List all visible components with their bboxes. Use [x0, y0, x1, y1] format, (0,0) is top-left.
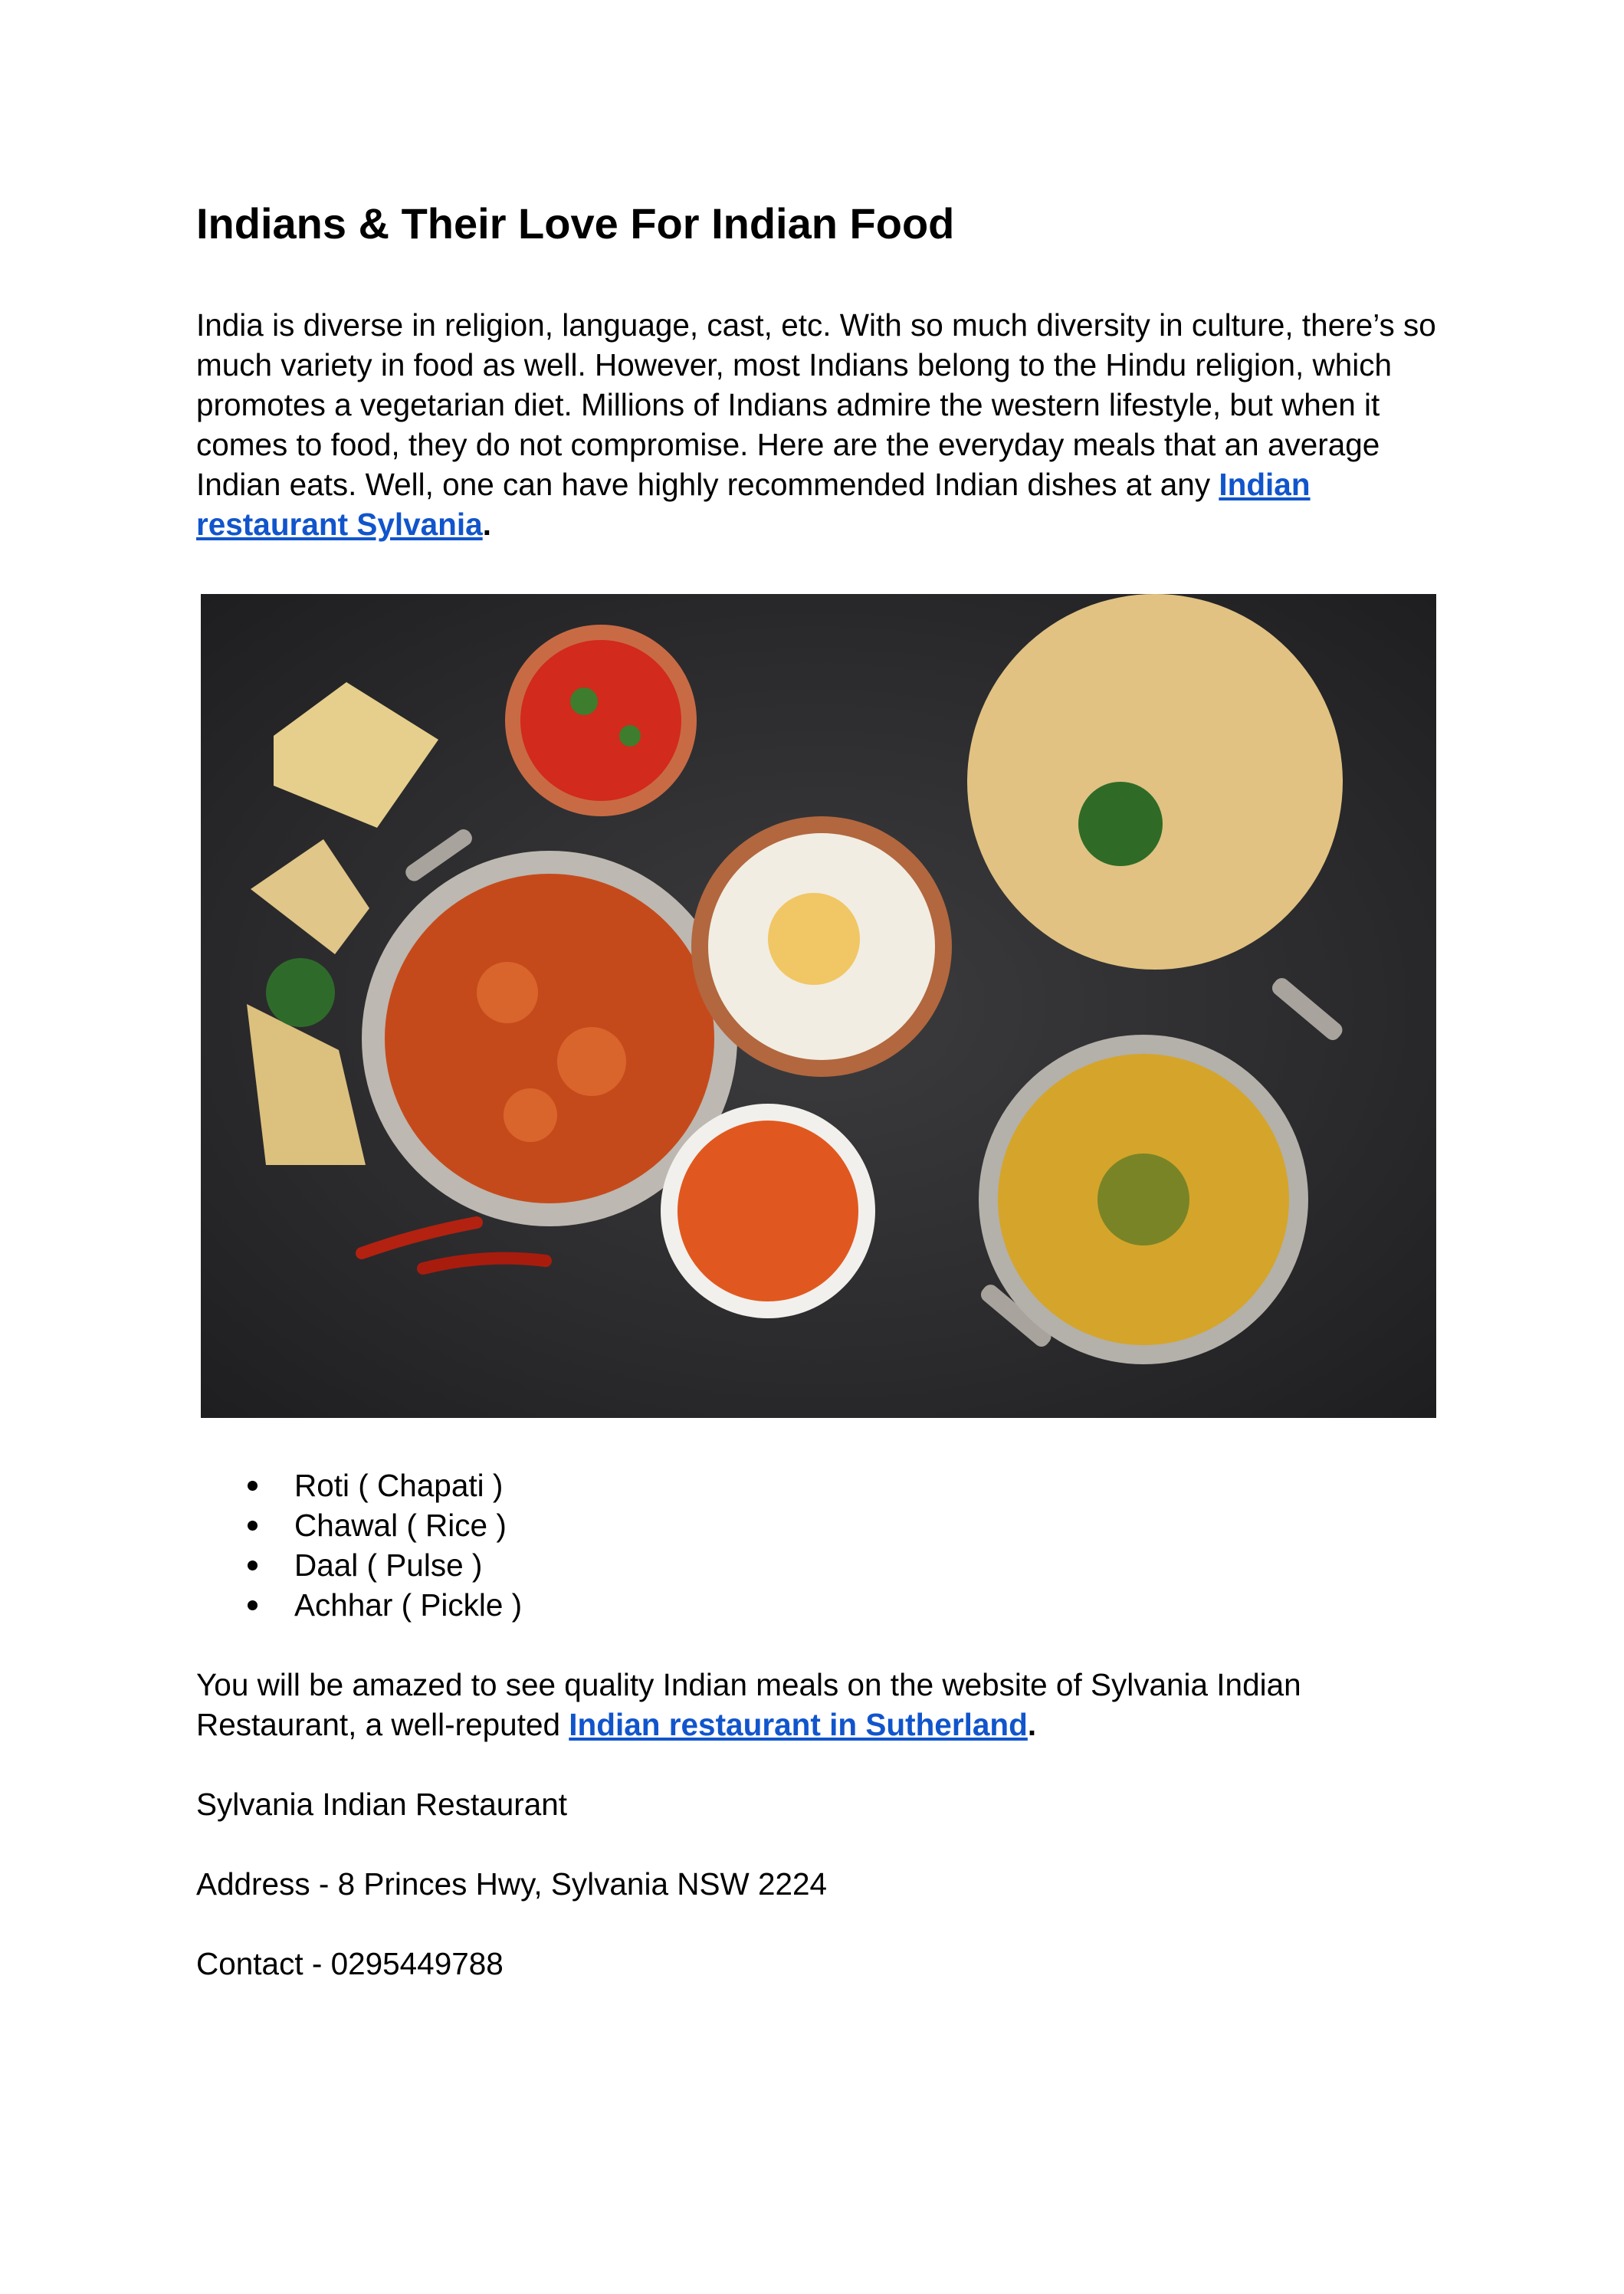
tomato-salad — [520, 640, 681, 801]
document-page — [196, 0, 1453, 2294]
food-illustration — [201, 594, 1436, 1418]
address-line: Address - 8 Princes Hwy, Sylvania NSW 2224 — [196, 1866, 828, 1902]
para2-text: You will be amazed to see quality Indian meals on the website of Sylvania Indian Restaurant, a well-reputed — [196, 1667, 1301, 1742]
herb-garnish-papad — [1078, 782, 1163, 866]
papad — [967, 594, 1343, 970]
chilli-2 — [423, 1259, 546, 1268]
list-item: Roti ( Chapati ) — [196, 1465, 522, 1505]
page-title: Indians & Their Love For Indian Food — [196, 199, 955, 248]
list-item: Achhar ( Pickle ) — [196, 1585, 522, 1625]
meals-list — [196, 1465, 522, 1625]
naan-piece-3 — [247, 1004, 366, 1165]
daal-pan-handle-top — [1269, 975, 1346, 1043]
sauce — [677, 1121, 858, 1301]
list-item: Chawal ( Rice ) — [196, 1505, 522, 1545]
para2-end: . — [1027, 1707, 1037, 1742]
naan-piece-2 — [251, 839, 369, 954]
contact-line: Contact - 0295449788 — [196, 1946, 504, 1981]
indian-restaurant-sylvania-link[interactable]: Indian restaurant Sylvania — [196, 467, 1311, 542]
naan-piece-1 — [274, 682, 438, 828]
list-item: Daal ( Pulse ) — [196, 1545, 522, 1585]
sutherland-paragraph — [196, 1665, 1453, 1744]
chilli-1 — [362, 1222, 477, 1253]
intro-text: India is diverse in religion, language, cast, etc. With so much diversity in culture, there’s so much variety in food as well. However, most Indians belong to the Hindu religion, which promotes a vegetarian diet. Millions of Indians admire the western lifestyle, but when it comes to food, they do not compromise. Here are the everyday meals that an average Indian eats. Well, one can have highly recommended Indian dishes at any — [196, 307, 1436, 502]
herb-garnish-left — [266, 958, 335, 1027]
chicken-curry — [385, 874, 714, 1203]
intro-end: . — [482, 507, 491, 542]
indian-restaurant-sutherland-link[interactable]: Indian restaurant in Sutherland — [569, 1707, 1028, 1742]
intro-paragraph — [196, 305, 1453, 544]
restaurant-name: Sylvania Indian Restaurant — [196, 1787, 568, 1822]
indian-food-photo — [201, 594, 1436, 1418]
